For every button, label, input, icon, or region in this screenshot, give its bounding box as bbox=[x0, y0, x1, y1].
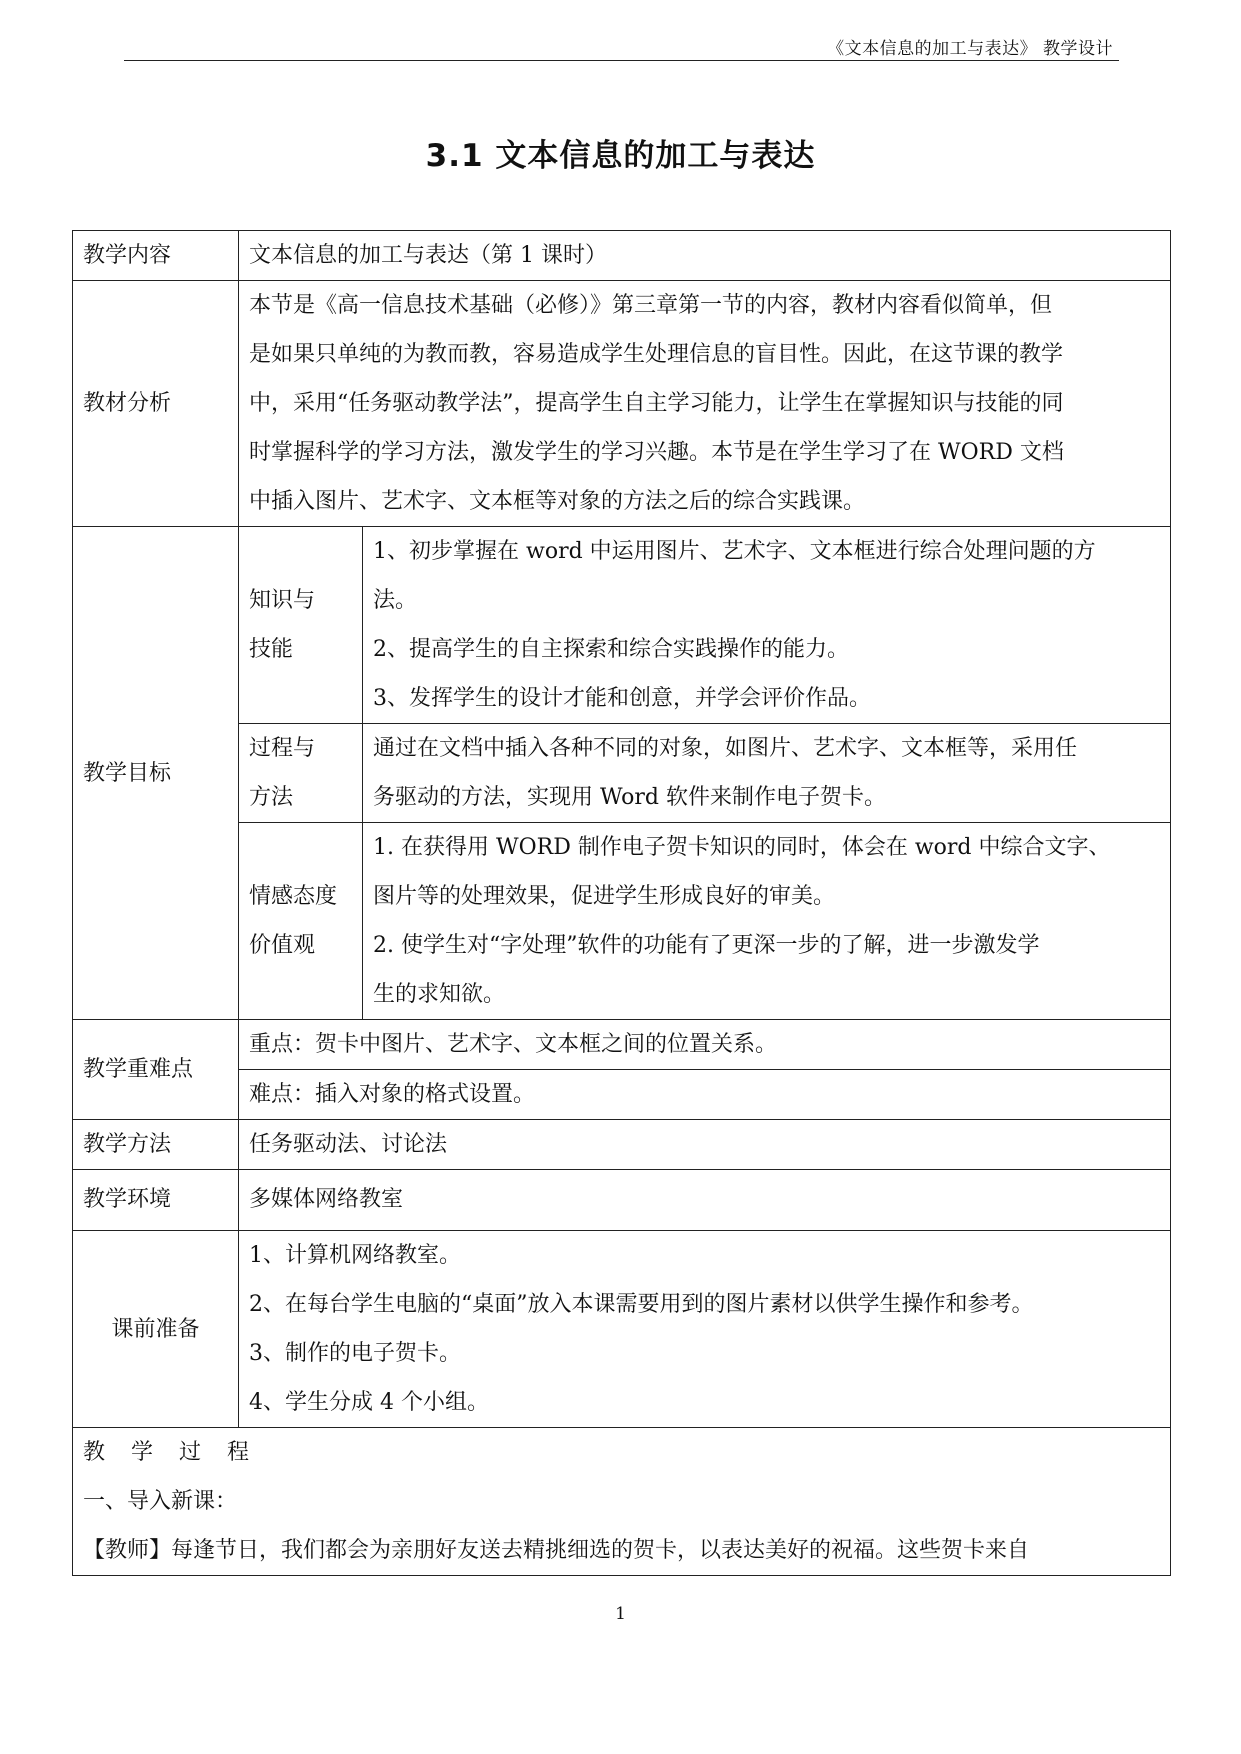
analysis-label: 教材分析 bbox=[73, 281, 239, 527]
attitude-label-line: 情感态度 bbox=[249, 884, 338, 909]
process-text bbox=[363, 724, 1171, 823]
keypoints-label: 教学重难点 bbox=[73, 1020, 239, 1120]
analysis-line: 时掌握科学的学习方法，激发学生的学习兴趣。本节是在学生学习了在 WORD 文档 bbox=[249, 440, 1064, 465]
analysis-line: 是如果只单纯的为教而教，容易造成学生处理信息的盲目性。因此，在这节课的教学 bbox=[249, 342, 1064, 367]
prep-text bbox=[239, 1231, 1171, 1428]
environment-label: 教学环境 bbox=[73, 1170, 239, 1231]
attitude-line: 生的求知欲。 bbox=[373, 982, 506, 1007]
page-title: 3.1 文本信息的加工与表达 bbox=[425, 138, 816, 174]
prep-line: 4、学生分成 4 个小组。 bbox=[249, 1390, 489, 1415]
method-label: 教学方法 bbox=[73, 1120, 239, 1170]
running-header bbox=[124, 34, 1119, 61]
attitude-label bbox=[239, 823, 363, 1020]
process-label-line: 方法 bbox=[249, 785, 294, 810]
prep-line: 3、制作的电子贺卡。 bbox=[249, 1341, 461, 1366]
knowledge-line: 2、提高学生的自主探索和综合实践操作的能力。 bbox=[373, 637, 849, 662]
attitude-line: 1. 在获得用 WORD 制作电子贺卡知识的同时，体会在 word 中综合文字、 bbox=[373, 835, 1111, 860]
knowledge-line: 1、初步掌握在 word 中运用图片、艺术字、文本框进行综合处理问题的方 bbox=[373, 539, 1096, 564]
method-value: 任务驱动法、讨论法 bbox=[239, 1120, 1171, 1170]
process-step: 一、导入新课： bbox=[83, 1489, 238, 1514]
row-analysis bbox=[73, 281, 1171, 527]
environment-value: 多媒体网络教室 bbox=[239, 1170, 1171, 1231]
knowledge-text bbox=[363, 527, 1171, 724]
content-value: 文本信息的加工与表达（第 1 课时） bbox=[239, 231, 1171, 281]
prep-label: 课前准备 bbox=[73, 1231, 239, 1428]
row-keypoint bbox=[73, 1020, 1171, 1070]
knowledge-line: 3、发挥学生的设计才能和创意，并学会评价作品。 bbox=[373, 686, 871, 711]
attitude-line: 2. 使学生对“字处理”软件的功能有了更深一步的了解，进一步激发学 bbox=[373, 933, 1040, 958]
analysis-text bbox=[239, 281, 1171, 527]
prep-line: 1、计算机网络教室。 bbox=[249, 1243, 461, 1268]
process-label-line: 过程与 bbox=[249, 736, 316, 761]
process-heading: 教学过程 bbox=[83, 1440, 276, 1465]
row-method bbox=[73, 1120, 1171, 1170]
row-teaching-process bbox=[73, 1428, 1171, 1576]
process-line: 务驱动的方法，实现用 Word 软件来制作电子贺卡。 bbox=[373, 785, 886, 810]
difficulty-text: 难点：插入对象的格式设置。 bbox=[239, 1070, 1171, 1120]
knowledge-line: 法。 bbox=[373, 588, 418, 613]
keypoint-text: 重点：贺卡中图片、艺术字、文本框之间的位置关系。 bbox=[239, 1020, 1171, 1070]
teacher-line: 【教师】每逢节日，我们都会为亲朋好友送去精挑细选的贺卡，以表达美好的祝福。这些贺卡来自 bbox=[83, 1538, 1030, 1563]
goals-label: 教学目标 bbox=[73, 527, 239, 1020]
analysis-line: 本节是《高一信息技术基础（必修）》第三章第一节的内容，教材内容看似简单，但 bbox=[249, 293, 1053, 318]
row-knowledge bbox=[73, 527, 1171, 724]
knowledge-label bbox=[239, 527, 363, 724]
prep-line: 2、在每台学生电脑的“桌面”放入本课需要用到的图片素材以供学生操作和参考。 bbox=[249, 1292, 1034, 1317]
analysis-line: 中，采用“任务驱动教学法”，提高学生自主学习能力，让学生在掌握知识与技能的同 bbox=[249, 391, 1064, 416]
content-label: 教学内容 bbox=[73, 231, 239, 281]
knowledge-label-line: 技能 bbox=[249, 637, 294, 662]
lesson-plan-table bbox=[72, 230, 1171, 1576]
running-header-title: 《文本信息的加工与表达》 教学设计 bbox=[827, 39, 1113, 59]
knowledge-label-line: 知识与 bbox=[249, 588, 316, 613]
row-environment bbox=[73, 1170, 1171, 1231]
analysis-line: 中插入图片、艺术字、文本框等对象的方法之后的综合实践课。 bbox=[249, 489, 866, 514]
process-label bbox=[239, 724, 363, 823]
row-content bbox=[73, 231, 1171, 281]
process-line: 通过在文档中插入各种不同的对象，如图片、艺术字、文本框等，采用任 bbox=[373, 736, 1078, 761]
attitude-line: 图片等的处理效果，促进学生形成良好的审美。 bbox=[373, 884, 836, 909]
page-number: 1 bbox=[615, 1604, 626, 1624]
attitude-label-line: 价值观 bbox=[249, 933, 316, 958]
teaching-process-cell bbox=[73, 1428, 1171, 1576]
row-prep bbox=[73, 1231, 1171, 1428]
attitude-text bbox=[363, 823, 1171, 1020]
